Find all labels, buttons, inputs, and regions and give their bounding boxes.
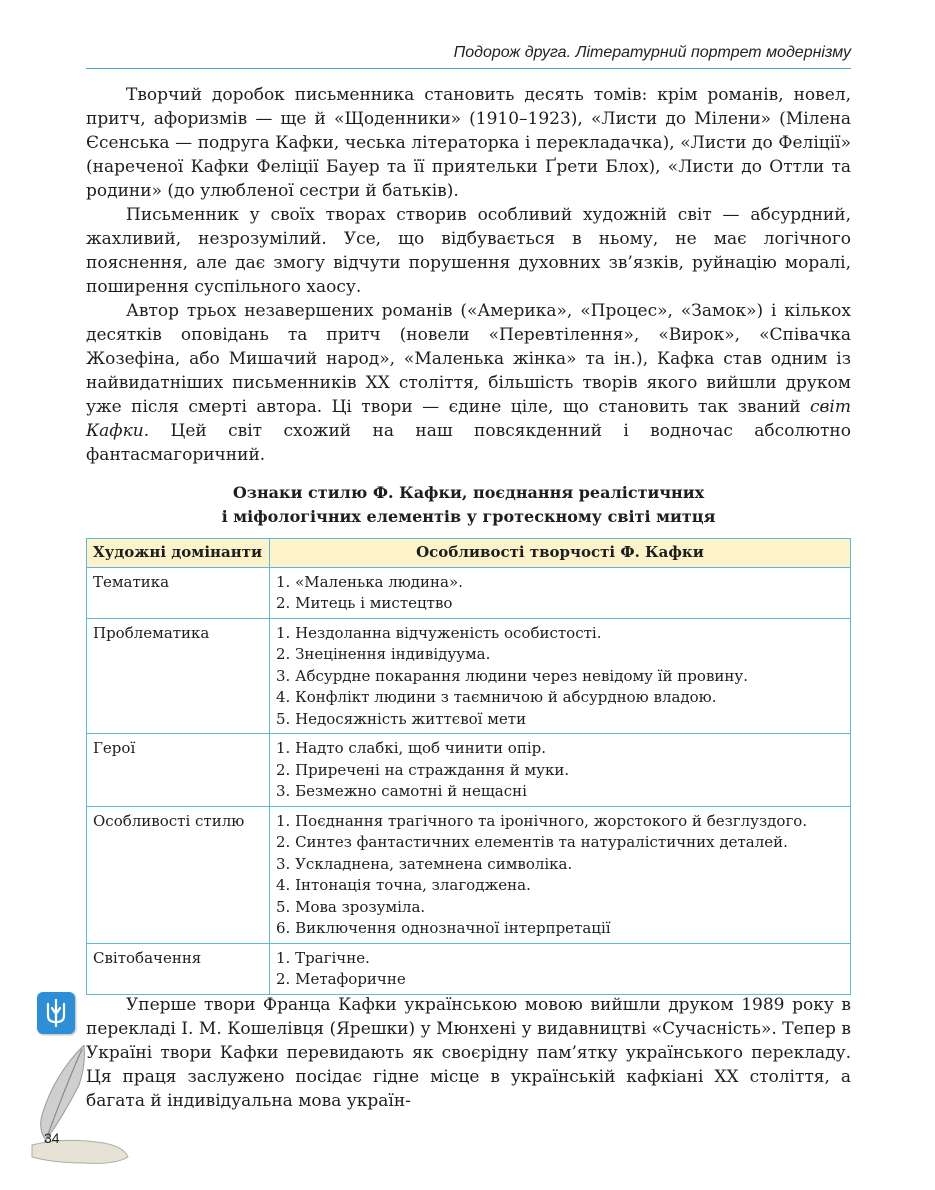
- row-item: 2. Метафоричне: [276, 970, 406, 988]
- kafka-style-table: [86, 538, 851, 995]
- row-item: 4. Конфлікт людини з таємничою й абсурдною владою.: [276, 688, 717, 706]
- row-item: 2. Синтез фантастичних елементів та натуралістичних деталей.: [276, 833, 788, 851]
- column-header-dominants: Художні домінанти: [87, 539, 270, 568]
- quill-feather-icon: [24, 1045, 144, 1175]
- row-category: Особливості стилю: [87, 806, 270, 943]
- paragraph-3-italic-term: світ Кафки: [86, 397, 851, 441]
- row-items: [270, 806, 851, 943]
- row-item: 5. Мова зрозуміла.: [276, 897, 426, 916]
- row-item: 3. Абсурдне покарання людини через невідому їй провину.: [276, 666, 748, 685]
- header-divider: [86, 68, 851, 69]
- row-item: 1. Поєднання трагічного та іронічного, жорстокого й безглуздого.: [276, 811, 808, 830]
- row-item: 2. Митець і мистецтво: [276, 594, 453, 612]
- table-row: [87, 567, 851, 618]
- paragraph-3-text-a: Автор трьох незавершених романів («Америка», «Процес», «Замок») і кількох десятків оповідань та притч (новели «Перевтілення», «Вирок», «Співачка Жозефіна, або Мишачий народ», «Маленька жінка» та ін.), Кафка став одним із найвидатніших письменників XX століття, більшість творів якого вийшли друком уже після смерті автора. Ці твори — єдине ціле, що становить так званий: [86, 301, 851, 417]
- row-category: Світобачення: [87, 943, 270, 994]
- trident-icon: [37, 992, 75, 1034]
- row-item: 1. Надто слабкі, щоб чинити опір.: [276, 739, 546, 757]
- row-item: 1. «Маленька людина».: [276, 572, 463, 591]
- page-header-title: Подорож друга. Літературний портрет модернізму: [453, 44, 851, 61]
- row-category: Проблематика: [87, 618, 270, 734]
- paragraph-3-text-b: . Цей світ схожий на наш повсякденний і водночас абсолютно фантасмагоричний.: [86, 421, 851, 465]
- row-item: 2. Приречені на страждання й муки.: [276, 760, 570, 779]
- table-title: [86, 481, 851, 529]
- row-category: Герої: [87, 734, 270, 807]
- row-item: 5. Недосяжність життєвої мети: [276, 709, 527, 728]
- paragraph-3: [86, 299, 851, 467]
- row-item: 6. Виключення однозначної інтерпретації: [276, 919, 611, 937]
- table-row: [87, 806, 851, 943]
- paragraph-4: Уперше твори Франца Кафки українською мовою вийшли друком 1989 року в перекладі І. М. Кошелівця (Ярешки) у Мюнхені у видавництві «Сучасність». Тепер в Україні твори Кафки перевидають як своєрідну пам’ятку українського перекладу. Ця праця заслужено посідає гідне місце в українській кафкіані XX століття, а багата й індивідуальна мова україн-: [86, 995, 851, 1111]
- table-row: [87, 618, 851, 734]
- row-item: 3. Безмежно самотні й нещасні: [276, 782, 527, 800]
- table-row: [87, 943, 851, 994]
- row-item: 3. Ускладнена, затемнена символіка.: [276, 854, 573, 873]
- row-item: 4. Інтонація точна, злагоджена.: [276, 876, 531, 894]
- row-items: [270, 567, 851, 618]
- row-item: 2. Знецінення індивідуума.: [276, 645, 491, 663]
- row-category: Тематика: [87, 567, 270, 618]
- row-items: [270, 943, 851, 994]
- table-title-line-1: Ознаки стилю Ф. Кафки, поєднання реалістичних: [232, 483, 705, 502]
- row-item: 1. Трагічне.: [276, 948, 370, 967]
- paragraph-1: Творчий доробок письменника становить десять томів: крім романів, новел, притч, афоризмів — ще й «Щоденники» (1910–1923), «Листи до Мілени» (Мілена Єсенська — подруга Кафки, чеська літераторка і перекладачка), «Листи до Феліції» (нареченої Кафки Феліції Бауер та її приятельки Ґрети Блох), «Листи до Оттли та родини» (до улюбленої сестри й батьків).: [86, 85, 851, 201]
- paragraph-2: Письменник у своїх творах створив особливий художній світ — абсурдний, жахливий, незрозумілий. Усе, що відбувається в ньому, не має логічного пояснення, але дає змогу відчути порушення духовних зв’язків, руйнацію моралі, поширення суспільного хаосу.: [86, 205, 851, 297]
- row-items: [270, 618, 851, 734]
- column-header-features: Особливості творчості Ф. Кафки: [270, 539, 851, 568]
- page-number: 34: [44, 1130, 60, 1146]
- row-item: 1. Нездоланна відчуженість особистості.: [276, 623, 602, 642]
- table-header-row: [87, 539, 851, 568]
- table-title-line-2: і міфологічних елементів у гротескному світі митця: [221, 507, 716, 526]
- table-row: [87, 734, 851, 807]
- row-items: [270, 734, 851, 807]
